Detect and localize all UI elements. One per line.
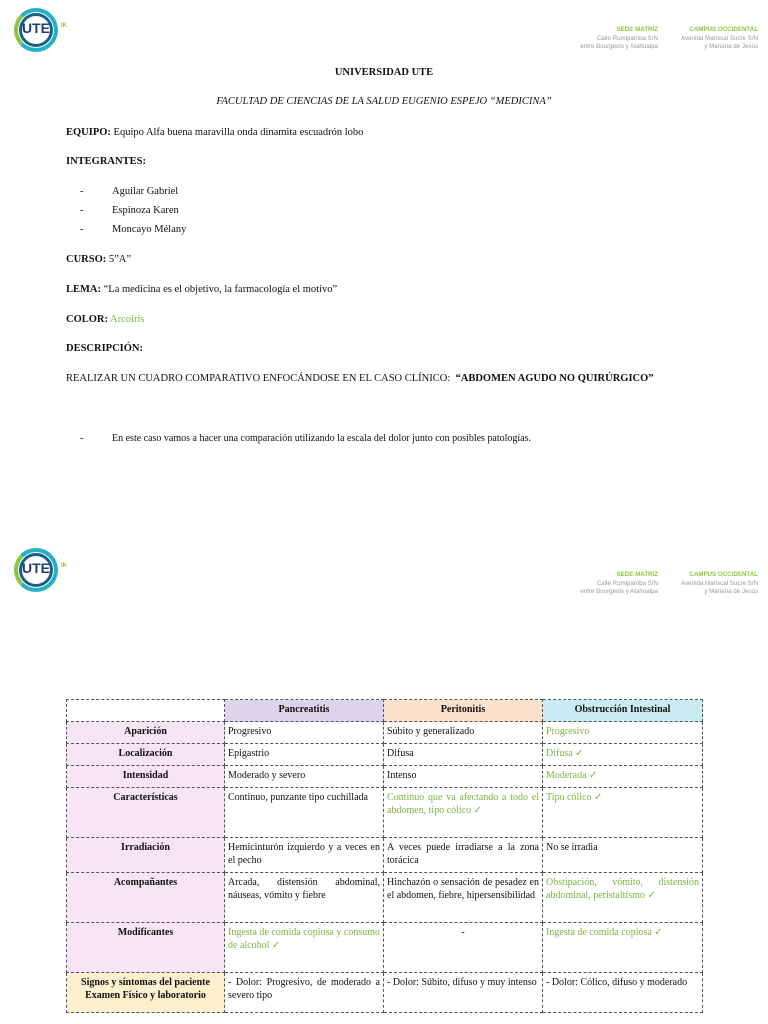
table-cell: Difusa — [384, 744, 543, 766]
description-label: DESCRIPCIÓN: — [66, 343, 144, 354]
table-cell: Tipo cólico ✓ — [543, 788, 703, 838]
table-cell: Moderada ✓ — [543, 766, 703, 788]
table-cell: Progresivo — [543, 722, 703, 744]
table-cell: Ingesta de comida copiosa y consumo de alcohol ✓ — [225, 923, 384, 973]
ute-logo: UTE IK — [14, 548, 74, 596]
table-cell: Hinchazón o sensación de pesadez en el abdomen, fiebre, hipersensibilidad — [384, 873, 543, 923]
table-cell: Difusa ✓ — [543, 744, 703, 766]
table-header-peritonitis: Peritonitis — [384, 700, 543, 722]
description-text: REALIZAR UN CUADRO COMPARATIVO ENFOCÁNDOSE EN EL CASO CLÍNICO: “ABDOMEN AGUDO NO QUIRÚRGICO” — [66, 373, 654, 384]
table-cell: Progresivo — [225, 722, 384, 744]
table-cell: Arcada, distensión abdominal, náuseas, vómito y fiebre — [225, 873, 384, 923]
course-line: CURSO: 5”A” — [66, 254, 132, 265]
table-cell: - Dolor: Súbito, difuso y muy intenso — [384, 973, 543, 1013]
row-label: Aparición — [67, 722, 225, 744]
color-line: COLOR: Arcoiris — [66, 314, 145, 325]
table-cell: - — [384, 923, 543, 973]
table-header-obstruccion: Obstrucción Intestinal — [543, 700, 703, 722]
row-label: Localización — [67, 744, 225, 766]
row-label: Características — [67, 788, 225, 838]
table-cell: - Dolor: Cólico, difuso y moderado — [543, 973, 703, 1013]
campus-address: CAMPUS OCCIDENTAL Avenida Mariscal Sucre S/N y Mariana de Jesús — [681, 571, 758, 595]
table-cell: Súbito y generalizado — [384, 722, 543, 744]
row-label: Modificantes — [67, 923, 225, 973]
table-row — [67, 788, 703, 838]
note-item: - En este caso vamos a hacer una comparación utilizando la escala del dolor junto con posibles patologías. — [80, 433, 532, 444]
table-cell: Continuo, punzante tipo cuchillada — [225, 788, 384, 838]
table-header-empty — [67, 700, 225, 722]
member-item: - Espinoza Karen — [80, 205, 179, 216]
table-row — [67, 722, 703, 744]
university-title: UNIVERSIDAD UTE — [334, 67, 434, 78]
member-item: - Moncayo Mélany — [80, 224, 187, 235]
table-cell: Ingesta de comida copiosa ✓ — [543, 923, 703, 973]
sede-address: SEDE MATRIZ Calle Rumipamba S/N entre Bourgeois y Atahualpa — [580, 26, 658, 50]
ute-logo: UTE IK — [14, 8, 74, 56]
table-cell: Continuo que va afectando a todo el abdomen, tipo cólico ✓ — [384, 788, 543, 838]
faculty-title: FACULTAD DE CIENCIAS DE LA SALUD EUGENIO ESPEJO “MEDICINA” — [216, 96, 552, 107]
row-label: Signos y síntomas del paciente Examen Físico y laboratorio — [67, 973, 225, 1013]
table-header-row — [67, 700, 703, 722]
table-header-pancreatitis: Pancreatitis — [225, 700, 384, 722]
table-cell: A veces puede irradiarse a la zona torácica — [384, 838, 543, 873]
table-cell: Hemicinturón izquierdo y a veces en el pecho — [225, 838, 384, 873]
members-label: INTEGRANTES: — [66, 156, 146, 167]
sede-address: SEDE MATRIZ Calle Rumipamba S/N entre Bourgeois y Atahualpa — [580, 571, 658, 595]
table-row — [67, 838, 703, 873]
table-row — [67, 744, 703, 766]
table-cell: Intenso — [384, 766, 543, 788]
row-label: Acompañantes — [67, 873, 225, 923]
row-label: Irradiación — [67, 838, 225, 873]
team-line: EQUIPO: Equipo Alfa buena maravilla onda dinamita escuadrón lobo — [66, 127, 364, 138]
motto-line: LEMA: “La medicina es el objetivo, la farmacología el motivo” — [66, 284, 338, 295]
member-item: - Aguilar Gabriel — [80, 186, 179, 197]
row-label: Intensidad — [67, 766, 225, 788]
table-cell: - Dolor: Progresivo, de moderado a severo tipo — [225, 973, 384, 1013]
table-row — [67, 873, 703, 923]
table-cell: Obstipación, vómito, distensión abdominal, peristaltismo ✓ — [543, 873, 703, 923]
table-cell: Moderado y severo — [225, 766, 384, 788]
comparison-table — [66, 699, 703, 1013]
campus-address: CAMPUS OCCIDENTAL Avenida Mariscal Sucre S/N y Mariana de Jesús — [681, 26, 758, 50]
table-row — [67, 923, 703, 973]
table-cell: Epigastrio — [225, 744, 384, 766]
table-row — [67, 766, 703, 788]
table-cell: No se irradia — [543, 838, 703, 873]
table-row — [67, 973, 703, 1013]
